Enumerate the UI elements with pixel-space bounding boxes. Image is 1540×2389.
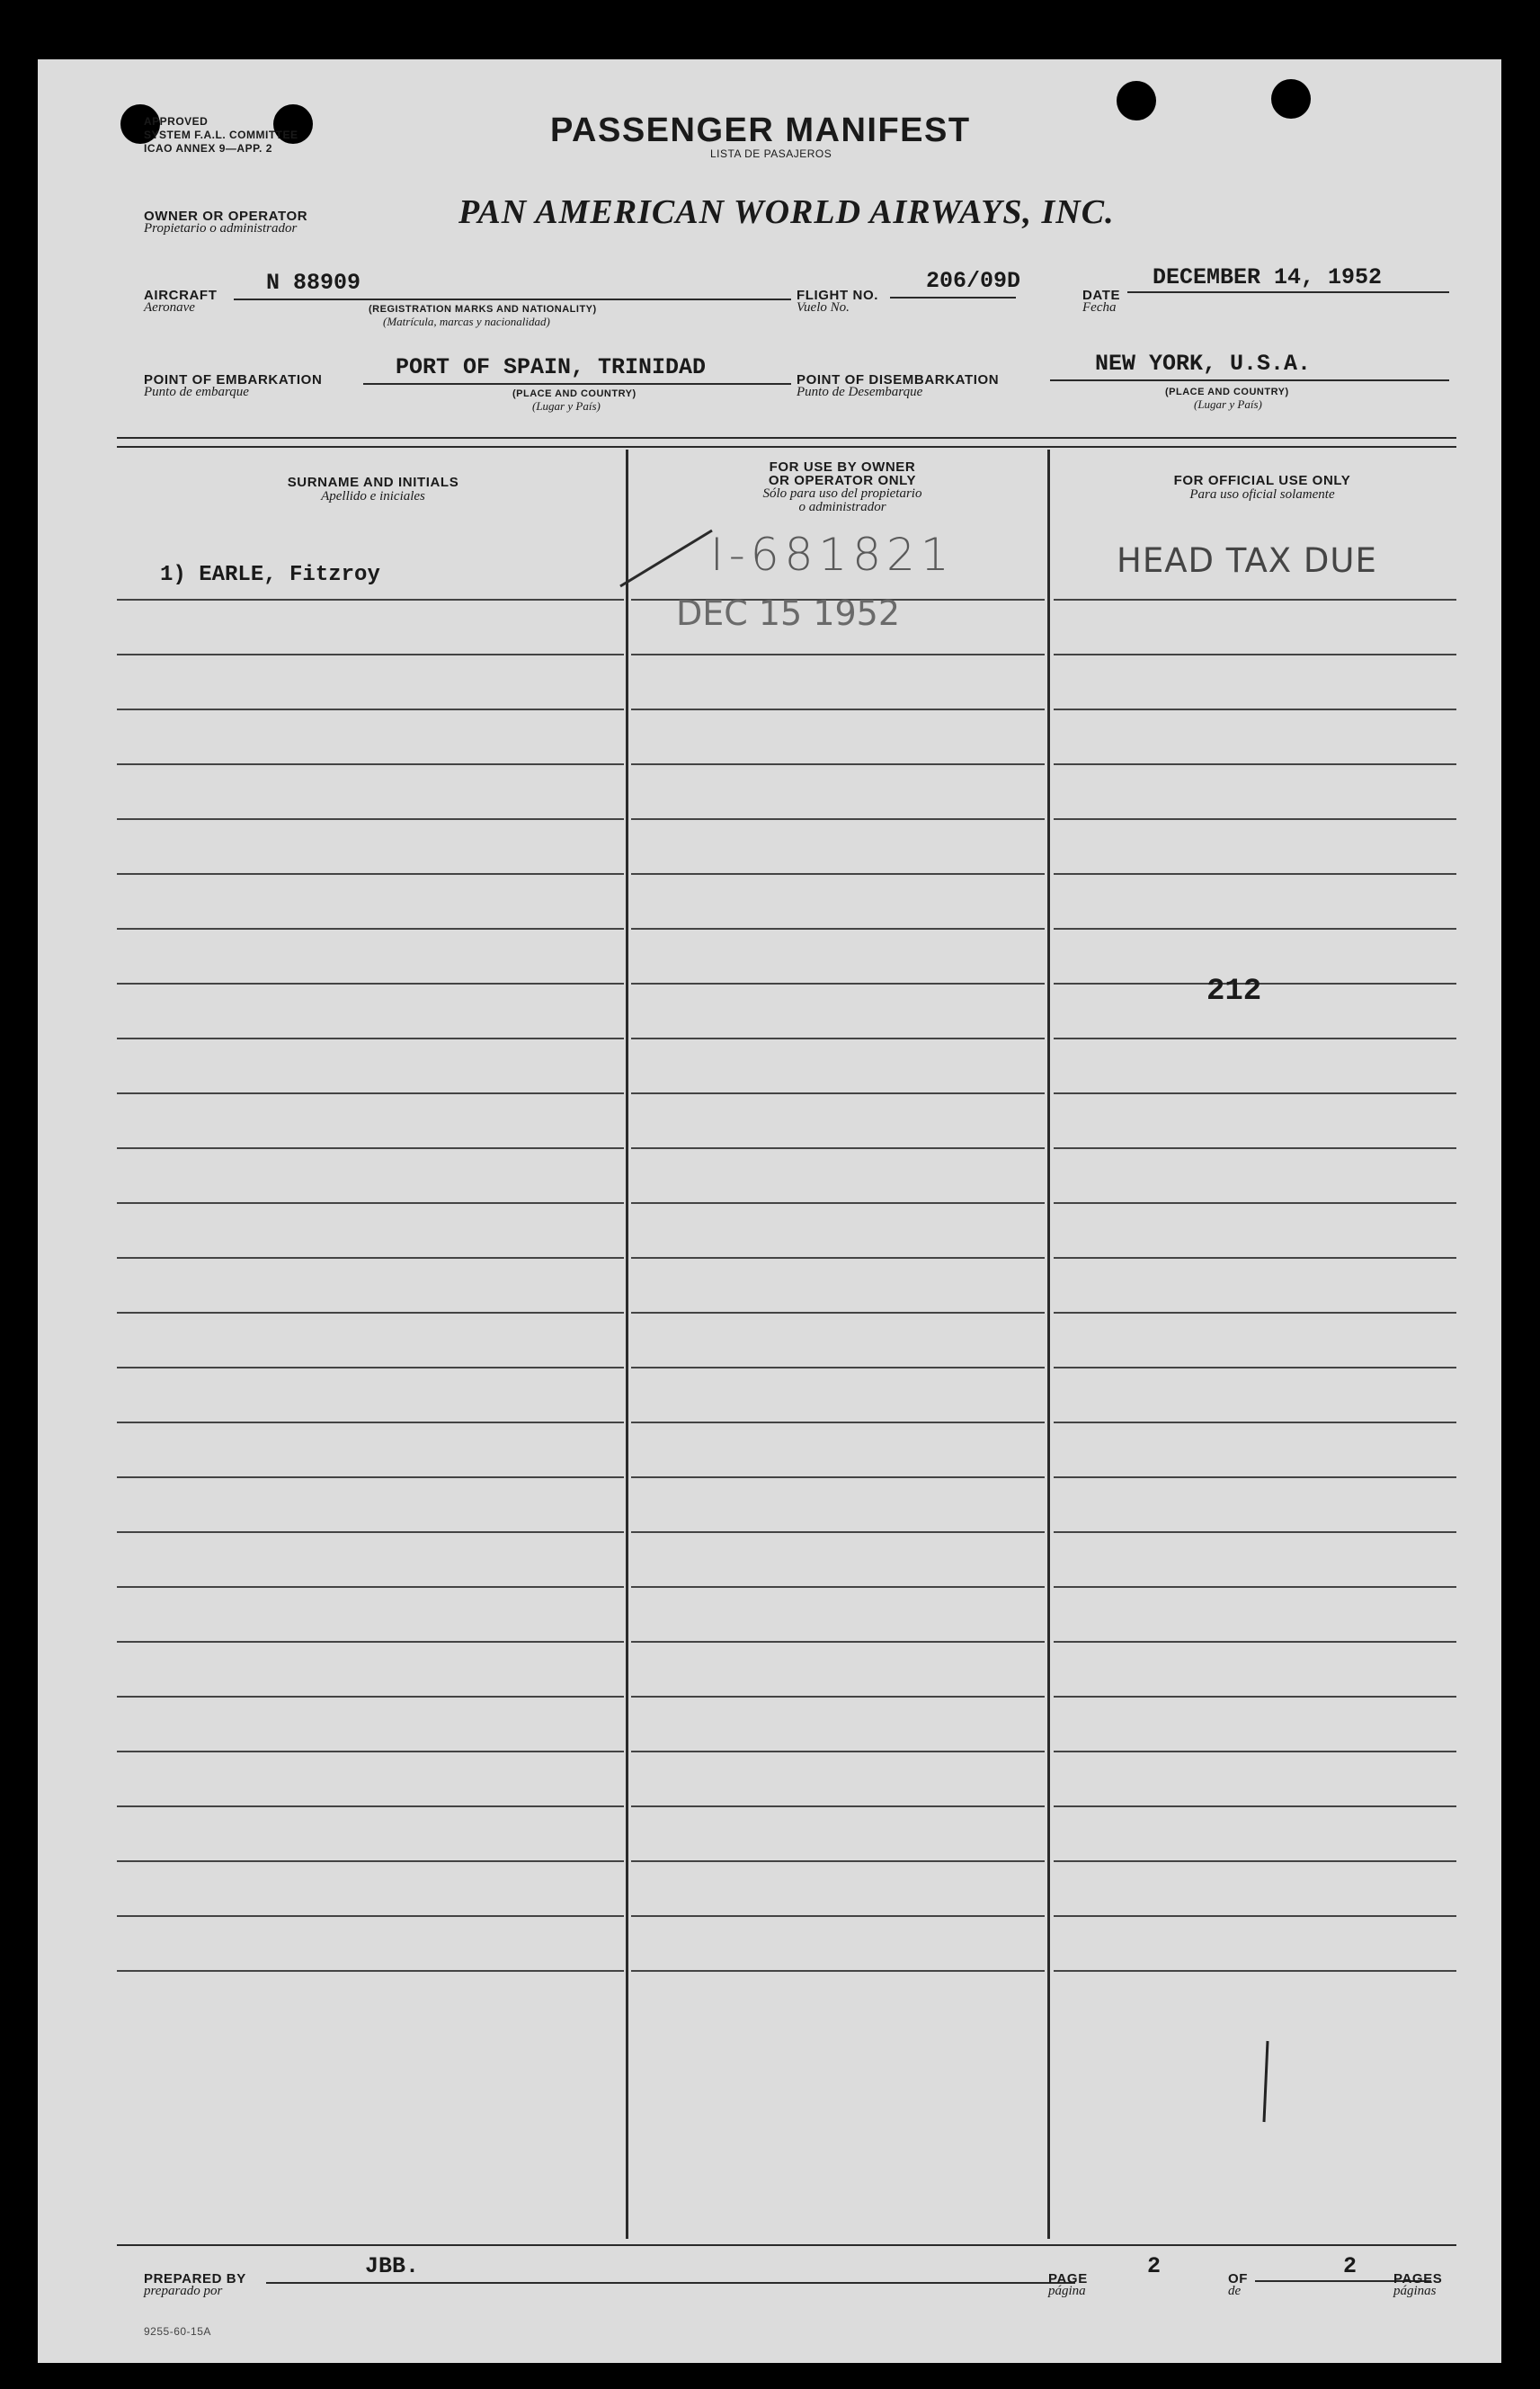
table-rule [631, 928, 1045, 930]
table-rule [631, 654, 1045, 655]
table-rule [631, 709, 1045, 710]
pages-label-es: páginas [1393, 2284, 1437, 2298]
owner-col-line1: FOR USE BY OWNER [769, 459, 916, 475]
table-rule [631, 1751, 1045, 1752]
table-rule [1054, 873, 1456, 875]
prepared-by-value: JBB. [365, 2253, 420, 2279]
table-rule [1054, 1367, 1456, 1368]
disembarkation-sub: (PLACE AND COUNTRY) [1165, 387, 1289, 397]
table-rule [1054, 1586, 1456, 1588]
embarkation-value: PORT OF SPAIN, TRINIDAD [396, 354, 707, 380]
table-rule [1054, 599, 1456, 601]
table-rule [1054, 1696, 1456, 1698]
column-header-surname: SURNAME AND INITIALS [287, 475, 459, 490]
table-rule [1054, 1092, 1456, 1094]
table-rule [631, 1092, 1045, 1094]
table-rule [631, 1805, 1045, 1807]
column-header-owner [629, 460, 1055, 514]
embarkation-label-es: Punto de embarque [144, 385, 249, 399]
table-rule [117, 1476, 624, 1478]
owner-col-line2: OR OPERATOR ONLY [768, 473, 917, 488]
table-rule [1054, 654, 1456, 655]
table-rule [117, 1586, 624, 1588]
table-rule [631, 1257, 1045, 1259]
pages-value: 2 [1343, 2253, 1358, 2279]
table-rule [1054, 1257, 1456, 1259]
table-rule [631, 818, 1045, 820]
table-rule [117, 818, 624, 820]
table-rule [117, 1915, 624, 1917]
embarkation-label: POINT OF EMBARKATION [144, 372, 323, 388]
form-title: PASSENGER MANIFEST [550, 111, 971, 149]
table-rule [1054, 1751, 1456, 1752]
table-rule [117, 1038, 624, 1039]
table-rule [631, 1531, 1045, 1533]
disembarkation-label: POINT OF DISEMBARKATION [797, 372, 1000, 388]
page-label-es: página [1048, 2284, 1086, 2298]
column-header-official: FOR OFFICIAL USE ONLY [1173, 473, 1351, 488]
aircraft-sub: (REGISTRATION MARKS AND NATIONALITY) [369, 304, 597, 315]
table-rule [631, 1202, 1045, 1204]
table-rule [1054, 709, 1456, 710]
table-rule [1054, 1860, 1456, 1862]
punch-hole [1271, 79, 1311, 119]
approval-line: SYSTEM F.A.L. COMMITTEE [144, 129, 298, 141]
table-rule [117, 1202, 624, 1204]
date-label-es: Fecha [1082, 300, 1117, 315]
table-rule [117, 763, 624, 765]
prepared-by-label-es: preparado por [144, 2284, 223, 2298]
date-value: DECEMBER 14, 1952 [1153, 264, 1383, 290]
table-rule [1054, 1202, 1456, 1204]
table-rule [117, 873, 624, 875]
table-rule [1054, 1038, 1456, 1039]
table-rule [631, 1696, 1045, 1698]
table-rule [117, 709, 624, 710]
official-note: HEAD TAX DUE [1117, 541, 1377, 580]
owner-label: OWNER OR OPERATOR [144, 209, 308, 224]
table-rule [1054, 1641, 1456, 1643]
passenger-entry: 1) EARLE, Fitzroy [160, 563, 380, 587]
embarkation-sub: (PLACE AND COUNTRY) [512, 388, 636, 399]
disembarkation-value: NEW YORK, U.S.A. [1095, 351, 1312, 377]
table-rule [117, 1641, 624, 1643]
table-rule [117, 654, 624, 655]
table-rule [117, 1147, 624, 1149]
approval-block [144, 115, 298, 156]
table-rule [631, 1147, 1045, 1149]
table-rule [117, 1860, 624, 1862]
table-rule [117, 1751, 624, 1752]
table-rule [117, 1367, 624, 1368]
table-rule [1054, 1147, 1456, 1149]
table-rule [631, 1586, 1045, 1588]
pen-mark [1257, 2037, 1275, 2127]
of-label: OF [1228, 2271, 1249, 2286]
table-rule [1054, 1970, 1456, 1972]
table-rule [631, 763, 1045, 765]
table-rule [117, 1312, 624, 1314]
form-title-es: LISTA DE PASAJEROS [710, 147, 832, 160]
approval-line: ICAO ANNEX 9—APP. 2 [144, 142, 272, 155]
table-rule [117, 1531, 624, 1533]
table-rule [117, 599, 624, 601]
date-label: DATE [1082, 288, 1121, 303]
table-rule [631, 1915, 1045, 1917]
owner-col-es1: Sólo para uso del propietario [762, 486, 922, 501]
table-rule [117, 1805, 624, 1807]
aircraft-value: N 88909 [266, 270, 361, 296]
punch-hole [1117, 81, 1156, 120]
table-rule [1054, 1531, 1456, 1533]
table-rule [631, 1422, 1045, 1423]
form-code: 9255-60-15A [144, 2325, 211, 2338]
owner-label-es: Propietario o administrador [144, 221, 298, 236]
table-rule [117, 928, 624, 930]
owner-col-es2: o administrador [798, 500, 886, 514]
table-rule [1054, 1476, 1456, 1478]
table-rule [117, 1092, 624, 1094]
table-rule [631, 873, 1045, 875]
flight-label-es: Vuelo No. [797, 300, 850, 315]
table-rule [1054, 928, 1456, 930]
table-rule [117, 983, 624, 985]
table-rule [1054, 1805, 1456, 1807]
aircraft-label: AIRCRAFT [144, 288, 218, 303]
table-rule [1054, 1915, 1456, 1917]
table-rule [631, 1038, 1045, 1039]
date-stamp: DEC 15 1952 [676, 593, 901, 633]
table-rule [631, 1970, 1045, 1972]
official-number: 212 [1206, 975, 1262, 1009]
table-rule [631, 1367, 1045, 1368]
aircraft-label-es: Aeronave [144, 300, 195, 315]
table-rule [117, 1970, 624, 1972]
table-rule [1054, 1312, 1456, 1314]
column-header-official-es: Para uso oficial solamente [1189, 487, 1335, 502]
pages-label: PAGES [1393, 2271, 1443, 2286]
manifest-sheet [38, 59, 1501, 2363]
approval-line: APPROVED [144, 115, 209, 128]
handwritten-entry: I-681821 [710, 529, 955, 581]
table-rule [631, 1860, 1045, 1862]
table-rule [1054, 763, 1456, 765]
aircraft-sub-es: (Matrícula, marcas y nacionalidad) [383, 315, 550, 328]
table-rule [631, 1641, 1045, 1643]
page-value: 2 [1147, 2253, 1162, 2279]
embarkation-sub-es: (Lugar y País) [532, 399, 601, 413]
disembarkation-label-es: Punto de Desembarque [797, 385, 923, 399]
table-rule [631, 983, 1045, 985]
disembarkation-sub-es: (Lugar y País) [1194, 397, 1262, 411]
check-mark [613, 521, 721, 593]
page-label: PAGE [1048, 2271, 1088, 2286]
owner-value: PAN AMERICAN WORLD AIRWAYS, INC. [458, 193, 1115, 231]
flight-value: 206/09D [926, 268, 1021, 294]
table-rule [117, 1257, 624, 1259]
table-rule [1054, 818, 1456, 820]
of-label-es: de [1228, 2284, 1242, 2298]
table-rule [631, 1476, 1045, 1478]
prepared-by-label: PREPARED BY [144, 2271, 246, 2286]
flight-label: FLIGHT NO. [797, 288, 878, 303]
table-rule [631, 1312, 1045, 1314]
column-header-surname-es: Apellido e iniciales [321, 489, 425, 504]
table-rule [117, 1696, 624, 1698]
table-rule [117, 1422, 624, 1423]
table-rule [1054, 1422, 1456, 1423]
